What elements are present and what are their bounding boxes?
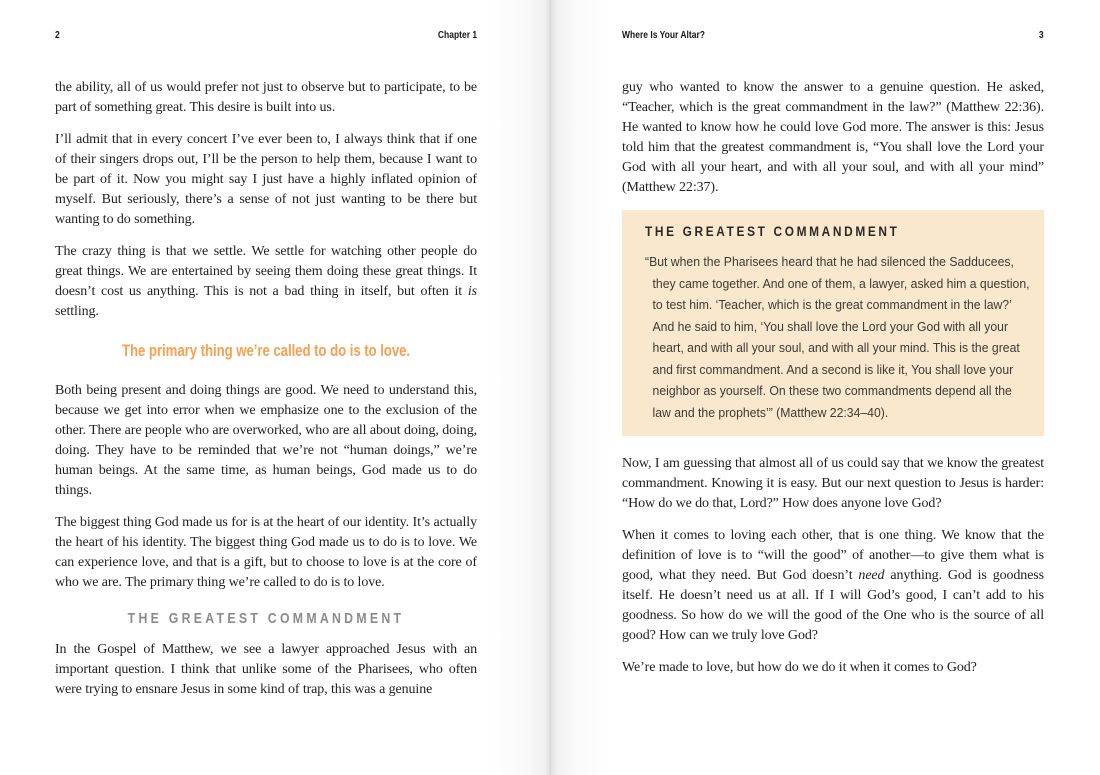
paragraph: I’ll admit that in every concert I’ve ever been to, I always think that if one of their singers drops out, I’ll be the person to help them, because I want to be part of it. Now you might say I just have a highly inflated opinion of myself. But seriously, there’s a sense of not just wanting to be there but wanting to do something. xyxy=(55,132,477,227)
running-head-right xyxy=(622,30,1044,44)
paragraph: Both being present and doing things are good. We need to understand this, because we get into error when we emphasize one to the exclusion of the other. There are people who are overworked, who are all about doing, doing, doing. They have to be reminded that we’re not “human doings,” we’re human beings. At the same time, as human beings, God made us to do things. xyxy=(55,383,477,498)
page-body-left xyxy=(55,78,477,700)
scripture-callout-box xyxy=(622,210,1044,436)
page-number: 2 xyxy=(55,30,60,41)
running-head-chapter: Chapter 1 xyxy=(437,30,477,41)
paragraph-text: settling. xyxy=(55,304,99,319)
running-head-left xyxy=(55,30,477,44)
paragraph xyxy=(622,526,1044,646)
paragraph: Now, I am guessing that almost all of us could say that we know the greatest commandment. Knowing it is easy. But our next question to Jesus is harder: “How do we do that, Lord?” How does anyone love God? xyxy=(622,456,1044,511)
italic-word: need xyxy=(858,568,885,583)
pull-quote-heading: The primary thing we’re called to do is to love. xyxy=(121,341,411,360)
paragraph: The biggest thing God made us for is at the heart of our identity. It’s actually the heart of his identity. The biggest thing God made us to do is to love. We can experience love, and that is a gift, but to choose to love is at the core of who we are. The primary thing we’re called to do is to love. xyxy=(55,515,477,590)
paragraph-text: When it comes to loving each other, that is one thing. We know that the definition of love is to “will the good” of another—to give them what is good, what they need. But God doesn’t xyxy=(622,528,1044,583)
section-heading: THE GREATEST COMMANDMENT xyxy=(127,610,405,627)
paragraph-text: anything. God is goodness itself. He doesn’t need us at all. If I will God’s good, I can’t add to his goodness. So how do we will the good of the One who is the source of all good? How can we truly love God? xyxy=(622,568,1045,643)
paragraph: In the Gospel of Matthew, we see a lawyer approached Jesus with an important question. I think that unlike some of the Pharisees, who often were trying to ensnare Jesus in some kind of trap, this was a genuine xyxy=(55,642,477,697)
scripture-quote: “But when the Pharisees heard that he had silenced the Sadducees, they came together. And one of them, a lawyer, asked him a question, to test him. ‘Teacher, which is the great commandment in the law?’ And he said to him, ‘You shall love the Lord your God with all your heart, and with all your soul, and with all your mind. This is the great and first commandment. And a second is like it, You shall love your neighbor as yourself. On these two commandments depend all the law and the prophets’” (Matthew 22:34–40). xyxy=(645,254,1030,420)
paragraph: the ability, all of us would prefer not just to observe but to participate, to be part of something great. This desire is built into us. xyxy=(55,80,477,115)
page-number: 3 xyxy=(1039,30,1044,41)
paragraph: guy who wanted to know the answer to a genuine question. He asked, “Teacher, which is the great commandment in the law?” (Matthew 22:36). He wanted to know how he could love God more. The answer is this: Jesus told him that the greatest commandment is, “You shall love the Lord your God with all your heart, and with all your soul, and with all your mind” (Matthew 22:37). xyxy=(622,80,1044,195)
italic-word: is xyxy=(467,284,477,299)
running-head-book-title: Where Is Your Altar? xyxy=(622,30,705,41)
paragraph xyxy=(55,242,477,322)
paragraph: We’re made to love, but how do we do it when it comes to God? xyxy=(622,660,977,675)
page-body-right xyxy=(622,78,1044,678)
paragraph-text: The crazy thing is that we settle. We settle for watching other people do great things. We are entertained by seeing them doing these great things. It doesn’t cost us anything. This is not a bad thing in itself, but often it xyxy=(55,244,477,299)
page-right xyxy=(550,0,1100,775)
scripture-box-heading: THE GREATEST COMMANDMENT xyxy=(645,224,900,239)
